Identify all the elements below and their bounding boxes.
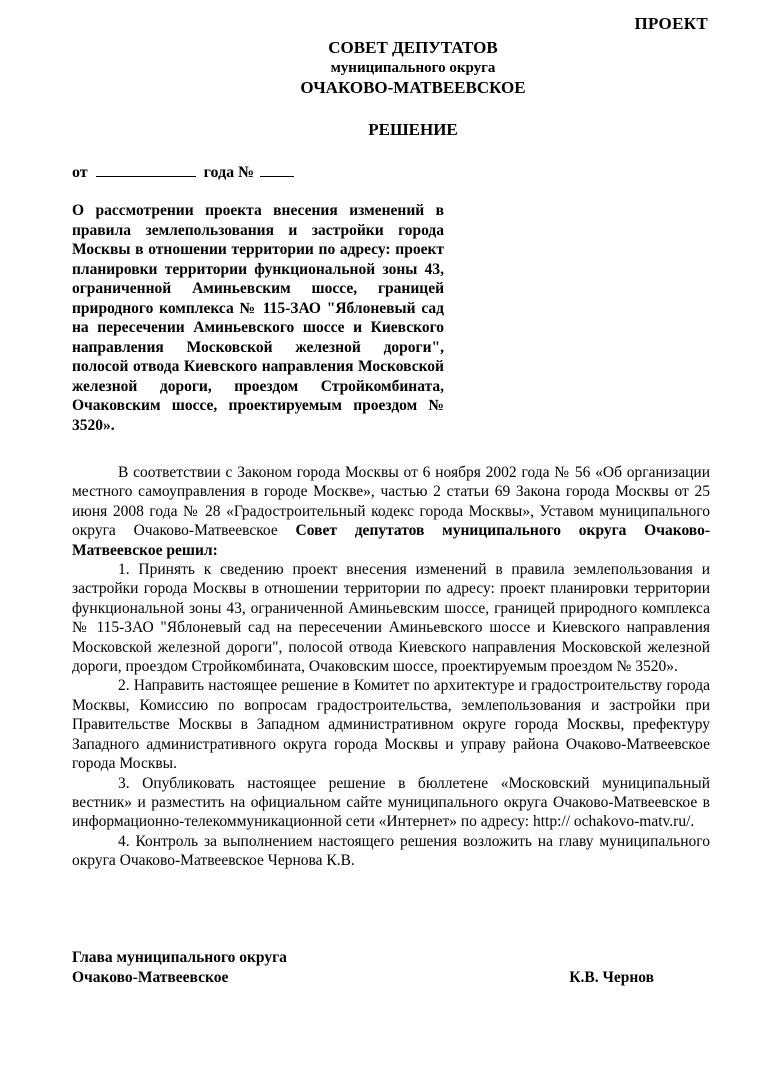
intro-paragraph: [72, 463, 710, 560]
date-middle: года №: [203, 164, 255, 181]
decision-item-3: 3. Опубликовать настоящее решение в бюллетене «Московский муниципальный вестник» и разместить на официальном сайте муниципального округа Очаково-Матвеевское в информационно-телекоммуникационной сети «Интернет» по адресу: http:// ochakovo-matv.ru/.: [72, 774, 710, 831]
signature-block: [72, 948, 654, 988]
org-name-line3: ОЧАКОВО-МАТВЕЕВСКОЕ: [300, 78, 526, 97]
decision-item-1: 1. Принять к сведению проект внесения изменений в правила землепользования и застройки города Москвы в отношении территории по адресу: проект планировки территории функциональной зоны 43, ограниченной Аминьевским шоссе, границей природного комплекса № 115-ЗАО "Яблоневый сад на пересечении Аминьевского шоссе и Киевского направления Московской железной дороги", полосой отвода Киевского направления Московской железной дороги, проездом Стройкомбината, Очаковским шоссе, проектируемым проездом № 3520».: [72, 561, 710, 676]
intro-text: В соответствии с Законом города Москвы от 6 ноября 2002 года № 56 «Об организации местного самоуправления в городе Москве», частью 2 статьи 69 Закона города Москвы от 25 июня 2008 года № 28 «Градостроительный кодекс города Москвы», Уставом муниципального округа Очаково-Матвеевское: [72, 464, 710, 540]
date-number-line: [72, 162, 294, 182]
date-blank: [96, 162, 196, 177]
decision-body: [72, 463, 710, 871]
org-name-line1: СОВЕТ ДЕПУТАТОВ: [328, 38, 498, 57]
document-type: РЕШЕНИЕ: [368, 120, 458, 139]
number-blank: [260, 162, 294, 177]
org-name-line2: муниципального округа: [330, 60, 496, 76]
draft-mark: ПРОЕКТ: [634, 14, 708, 33]
decision-subject: О рассмотрении проекта внесения изменений в правила землепользования и застройки города Москвы в отношении территории по адресу: проект планировки территории функциональной зоны 43, ограниченной Аминьевским шоссе, границей природного комплекса № 115-ЗАО "Яблоневый сад на пересечении Аминьевского шоссе и Киевского направления Московской железной дороги", полосой отвода Киевского направления Московской железной дороги, проездом Стройкомбината, Очаковским шоссе, проектируемым проездом № 3520».: [72, 202, 444, 434]
signatory-name: К.В. Чернов: [569, 969, 654, 986]
decision-item-2: 2. Направить настоящее решение в Комитет по архитектуре и градостроительству города Москвы, Комиссию по вопросам градостроительства, землепользования и застройки при Правительстве Москвы в Западном административном округе города Москвы, префектуру Западного административного округа города Москвы и управу района Очаково-Матвеевское города Москвы.: [72, 677, 710, 773]
intro-resolution: Совет депутатов муниципального округа Очаково-Матвеевское решил:: [72, 522, 710, 559]
signatory-title-line1: Глава муниципального округа: [72, 949, 287, 966]
document-header: [0, 38, 762, 98]
date-prefix: от: [72, 164, 88, 181]
signatory-title-line2: Очаково-Матвеевское: [72, 969, 229, 986]
signature-row: [72, 968, 654, 988]
decision-item-4: 4. Контроль за выполнением настоящего решения возложить на главу муниципального округа Очаково-Матвеевское Чернова К.В.: [72, 832, 710, 870]
